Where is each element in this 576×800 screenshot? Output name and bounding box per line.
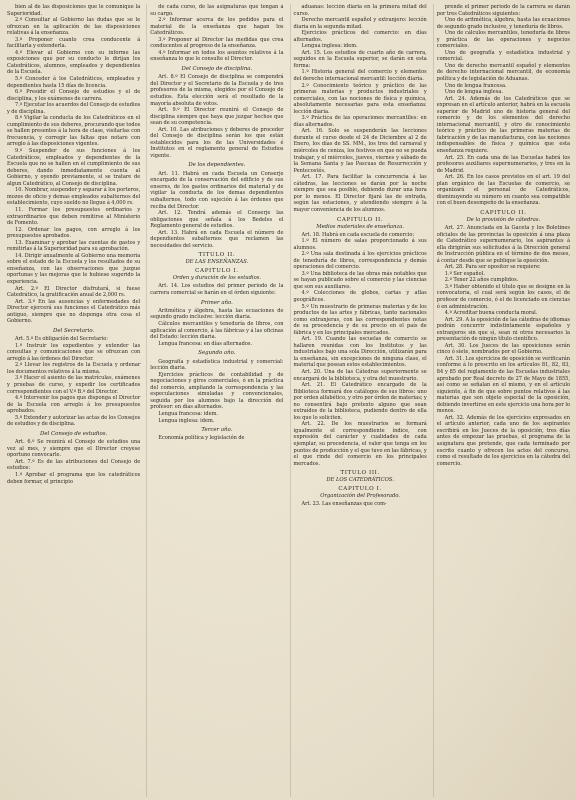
article-paragraph: Lengua inglesa: idem. bbox=[158, 417, 215, 424]
article-paragraph: 4.º Intervenir los pagos que disponga el Director de la Escuela con arreglo á los presupuestos aprobados. bbox=[7, 395, 141, 415]
article-paragraph: 4.º Informar en todos los asuntos relativos á la enseñanza lo que le consulte el Director. bbox=[150, 49, 284, 63]
article-paragraph: Art. 6.º Se reunirá el Consejo de estudios una vez al mes, y siempre que el Director creyese oportuno convocarle. bbox=[7, 439, 141, 459]
article-paragraph: 3.º Hacer el asiento de las matrículas, exámenes y pruebas de curso, y expedir los certificados correspondientes con el V.º B.º del Director. bbox=[7, 375, 141, 395]
article-paragraph: 8.º Vigilar la conducta de los Catedráticos en el cumplimiento de sus deberes, procurando que todos se hallen presentes á la hora de clase, visitarlas con frecuencia, y corregir las faltas que notare con arreglo á las disposiciones vigentes. bbox=[7, 115, 141, 148]
chapter-heading: CAPITULO I. bbox=[338, 486, 382, 493]
article-paragraph: Art. 27. Anunciada en la Gaceta y los Boletines oficiales de las provincias la oposición á una plaza de Catedrático supernumerario, los aspirantes á ella dirigirán sus solicitudes á la Dirección general de Instrucción pública en el término de dos meses, á contar desde que se publique la oposición. bbox=[436, 224, 570, 264]
article-paragraph: Art. 15. Los estudios de cuarto año de carrera, seguidos en la Escuela superior, se darán en esta forma: bbox=[293, 49, 427, 69]
article-paragraph: Art. 20. Una de las Cátedras superiormente se encargará de la biblioteca, y otra del muestrario. bbox=[293, 368, 427, 382]
text-column bbox=[433, 4, 572, 797]
article-paragraph: Art. 10. Las atribuciones y deberes de proceder del Consejo de disciplina serán los que están establecidos para los de las Universidades é Institutos en el reglamento general de Estudios vigente. bbox=[150, 126, 284, 159]
article-paragraph: Lengua francesa: en días alternados. bbox=[158, 340, 253, 347]
chapter-heading: CAPITULO II. bbox=[337, 216, 384, 223]
article-paragraph: Art. 19. Cuando las escuelas de comercio se hallaren reunidas con los Institutos y las industriales bajo una sola Dirección, utilizarán para la enseñanza, sin excepciones de ninguna clase, el material que posean estos establecimientos. bbox=[293, 336, 427, 369]
article-paragraph: Art. 28. Para ser opositor se requiere: bbox=[444, 264, 541, 271]
article-paragraph: Art. 3.º En las ausencias y enfermedades del Director ejercerá sus funciones el Catedrático más antiguo, siempre que no disponga otra cosa el Gobierno. bbox=[7, 298, 141, 325]
chapter-subtitle: DE LAS ENSEÑANZAS. bbox=[185, 259, 249, 266]
section-heading: De los dependientes. bbox=[188, 162, 246, 169]
chapter-heading: CAPITULO II. bbox=[480, 209, 527, 216]
article-paragraph: Art. 8.º El Consejo de disciplina se compondrá del Director y el Secretario de la Escuela y de tres profesores de la misma, elegidos por el Consejo de estudios. Esta elección será el resultado de la mayoría absoluta de votos. bbox=[150, 74, 284, 107]
article-paragraph: aduanas: lección diaria en la primera mitad del curso. bbox=[293, 4, 427, 17]
article-paragraph: Lengua inglesa: idem. bbox=[301, 43, 358, 50]
article-paragraph: Art. 5.º Es obligación del Secretario: bbox=[15, 336, 108, 343]
article-paragraph: 5.º Conceder á los Catedráticos, empleados y dependientes hasta 15 días de licencia. bbox=[7, 76, 141, 89]
article-paragraph: 3.º Proponer al Director las medidas que crea conducentes al progreso de la enseñanza. bbox=[150, 36, 284, 50]
article-paragraph: Art. 17. Para facilitar la concurrencia á las cátedras, las lecciones se darán por la noche siempre que sea posible, debiendo durar una hora por lo menos. El Director fijará las de entrada, según las estaciones, y atendiendo siempre á la mayor conveniencia de los alumnos. bbox=[293, 174, 427, 213]
article-paragraph: 9.º Suspender de sus funciones á los Catedráticos, empleados y dependientes de la Escuela que no se hallen en el cumplimiento de sus deberes, dando inmediatamente cuenta al Gobierno, y oyendo previamente, si se tratare de algun Catedrático, al Consejo de disciplina. bbox=[7, 148, 141, 187]
article-paragraph: 5.º Extender y autorizar las actas de los Consejos de estudios y de disciplina. bbox=[7, 414, 141, 428]
article-paragraph: 4.º Acreditar buena conducta moral. bbox=[444, 310, 538, 317]
article-paragraph: 14. Dirigir anualmente al Gobierno una memoria sobre el estado de la Escuela y los resultados de su enseñanza, con las observaciones que juzgue oportunas y las mejoras que le hubiese sugerido la experiencia. bbox=[7, 252, 141, 285]
text-column bbox=[290, 4, 429, 797]
chapter-heading: CAPITULO I. bbox=[195, 268, 239, 275]
article-paragraph: 11. Formar los presupuestos ordinarios y extraordinarios que deben remitirse al Ministerio de Fomento. bbox=[7, 206, 141, 227]
chapter-subtitle: Organización del Profesorado. bbox=[320, 493, 401, 500]
text-column bbox=[146, 4, 285, 797]
article-paragraph: 3.º Práctica de las operaciones mercantiles: en días alternados. bbox=[293, 115, 427, 128]
chapter-heading: TITULO II. bbox=[198, 252, 236, 259]
article-paragraph: 4.º Elevar al Gobierno con su informe las exposiciones que por su conducto le dirijan los Catedráticos, alumnos, empleados y dependientes de la Escuela. bbox=[7, 49, 141, 76]
article-paragraph: Uno de cálculos mercantiles, teneduría de libros y práctica de las operaciones y negocios comerciales. bbox=[436, 30, 570, 50]
article-paragraph: Art. 24. Además de los Catedráticos que se expresan en el artículo anterior, habrá en la escuela superior de Madrid uno de historia general del comercio y de los elementos del derecho internacional mercantil, y otro de conocimiento teórico y práctico de las primeras materias de fabricación y de las manufacturas, con las nociones indispensables de física y química que esta enseñanza requiere. bbox=[436, 95, 570, 155]
article-paragraph: Art. 13. Habrá en cada Escuela el número de dependientes subalternos que reclamen las necesidades del servicio. bbox=[150, 229, 284, 249]
article-paragraph: 4.º Colecciones de globos, cartas y atlas geográficos. bbox=[293, 290, 427, 303]
article-paragraph: Geografía y estadística industrial y comercial: lección diaria. bbox=[150, 358, 284, 372]
article-paragraph: Art. 18. Habrá en cada escuela de comercio: bbox=[301, 231, 415, 238]
article-paragraph: prende el primer periodo de la carrera se darán por tres Catedráticos siguientes: bbox=[436, 4, 570, 17]
article-paragraph: Art. 30. Los Jueces de las oposiciones serán cinco ó siete, nombrados por el Gobierno. bbox=[436, 342, 570, 356]
article-paragraph: 2.º Informar acerca de los pedidos para el material de la enseñanza que hagan los Catedráticos. bbox=[150, 17, 284, 37]
article-paragraph: Art. 31. Los ejercicios de oposición se verificarán conforme á lo prescrito en los artículos 81, 82, 83, 84 y 85 del reglamento de las Escuelas industriales aprobado por Real decreto de 27 de Mayo de 1855, así como se señalan en el mismo, y en el artículo siguiente, á fin de que sobre puntos relativos á las materias que son objeto especial de la oposición, debiendo invertirse en este ejercicio una hora por lo menos. bbox=[436, 355, 570, 415]
article-paragraph: 2.º Tener 22 años cumplidos. bbox=[444, 277, 519, 284]
article-paragraph: Art. 11. Habrá en cada Escuela un Conserje encargado de la conservación del edificio y de sus enseres, de los gastos ordinarios del material y de vigilar la conducta de los demas dependientes subalternos, todo con sujeción á las órdenes que reciba del Director. bbox=[150, 170, 284, 210]
article-paragraph: 3.º Haber obtenido el título que se designe en la convocatoria, el cual será según los casos, el de profesor de comercio, ó el de licenciado en ciencias ó en administración. bbox=[436, 283, 570, 310]
article-paragraph: Art. 23. Las enseñanzas que com- bbox=[301, 501, 387, 508]
article-paragraph: Ejercicios prácticos del comercio: en días alternados. bbox=[293, 30, 427, 43]
article-paragraph: Art. 14. Los estudios del primer periodo de la carrera comercial se harán en el órden siguiente: bbox=[150, 283, 284, 296]
article-paragraph: 13. Examinar y aprobar las cuentas de gastos y remitirlas á la Superioridad para su aprobación. bbox=[7, 239, 141, 253]
article-paragraph: Art. 2.º El Director disfrutará, si fuese Catedrático, la gratificación anual de 2,000 rs. bbox=[7, 285, 141, 299]
article-paragraph: Aritmética y álgebra, hasta las ecuaciones de segundo grado inclusive: lección diaria. bbox=[150, 307, 284, 321]
chapter-subtitle: Medios materiales de enseñanza. bbox=[316, 223, 404, 230]
article-paragraph: Lengua francesa: idem. bbox=[158, 410, 219, 417]
article-paragraph: bien al de las disposiciones que le comunique la Superioridad. bbox=[7, 4, 141, 17]
article-paragraph: 1.º Aprobar el programa que los catedráticos deben formar, el principio bbox=[7, 472, 141, 485]
article-paragraph: Art. 7.º Es de las atribuciones del Consejo de estudios: bbox=[7, 458, 141, 472]
article-paragraph: Art. 32. Además de los ejercicios expresados en el artículo anterior, cada uno de los aspirantes escribirá en los Jueces de la oposición, tres días antes de empezar las pruebas, el programa de la asignatura que pretende, que cada terminado por escrito cuanto y ofrecen los actos del concurso, como el resultado de los ejercicios en la cátedra del comercio. bbox=[436, 414, 570, 467]
article-paragraph: de cada curso, de las asignaturas que tengan á su cargo. bbox=[150, 4, 284, 17]
article-paragraph: Uno de derecho mercantil español y elementos de derecho internacional mercantil, de economía política y de legislación de Aduanas. bbox=[436, 62, 570, 83]
article-paragraph: Art. 21. El Catedrático encargado de la Biblioteca formará dos catálogos de sus libros: uno por orden alfabético, y otro por órden de materias; y no consentirá bajo pretexto alguno que sean extraídos de la biblioteca, pudiendo dentro de ella los que lo soliciten. bbox=[293, 382, 427, 421]
chapter-subtitle: De la provisión de cátedras. bbox=[466, 216, 541, 223]
article-paragraph: Art. 29. A la oposición de las cátedras de idiomas podrán concurrir indistintamente españoles y extranjeros sin que sí, sean ni otros necesarios la presentación de ningún título científico. bbox=[436, 316, 570, 343]
article-paragraph: Art. 16. Solo se suspenderán las lecciones durante el curso desde el 24 de Diciembre al 2 de Enero, los días de SS. MM., los tres del carnaval y miércoles de ceniza, los festivos en que no se pueda trabajar, y el miércoles, jueves, viernes y sábado de la Semana Santa y las Pascuas de Resurrección y Pentecostés. bbox=[293, 128, 427, 174]
section-heading: Del Secretario. bbox=[53, 327, 95, 334]
article-paragraph: 5.º Un muestrario de primeras materias y de los productos de las artes y fábricas, tanto nacionales como extranjeras, con las correspondientes notas de su procedencia y de su precio en el país de fábrica y en los principales mercados. bbox=[293, 303, 427, 336]
article-paragraph: Uno de lengua inglesa. bbox=[444, 89, 503, 96]
article-paragraph: Art. 22. De los muestrarios se formará igualmente el correspondiente índice, con expresión del carácter y cualidades de cada ejemplar, su procedencia, el valor que tenga en los puntos de producción y el que tuvo en las fábricas, y el que rinde del comercio en los principales mercados. bbox=[293, 421, 427, 467]
article-paragraph: 2.º Una sala destinada á los ejercicios prácticos de teneduría de libros, correspondencia y demás operaciones del comercio. bbox=[293, 251, 427, 271]
article-paragraph: Art. 26. En los casos previstos en el art. 19 del plan orgánico de las Escuelas de comercio, se organizará el personal de Catedráticos, disminuyendo su número en cuanto sea compatible con el buen desempeño de la enseñanza. bbox=[436, 174, 570, 207]
article-paragraph: Economía política y legislación de bbox=[158, 435, 245, 442]
chapter-heading: TITULO III. bbox=[340, 470, 380, 477]
article-paragraph: Derecho mercantil español y extranjero: lección diaria en la segunda mitad. bbox=[293, 17, 427, 30]
article-paragraph: 2.º Llevar los registros de la Escuela y ordenar los documentos relativos á la misma. bbox=[7, 362, 141, 375]
chapter-subtitle: DE LOS CATEDRÁTICOS. bbox=[326, 477, 394, 484]
article-paragraph: 1.º El número de salas proporcionado á sus alumnos. bbox=[293, 238, 427, 251]
article-paragraph: 12. Ordenar los pagos, con arreglo á los presupuestos aprobados. bbox=[7, 226, 141, 240]
article-paragraph: 6.º Presidir el Consejo de estudios y el de disciplina, y los exámenes de carrera. bbox=[7, 89, 141, 102]
article-paragraph: Uno de aritmética, álgebra, hasta las ecuaciones de segundo grado inclusive, y teneduría de libros. bbox=[436, 17, 570, 30]
section-heading: Del Consejo de disciplina. bbox=[181, 65, 253, 72]
article-paragraph: Art. 25. En cada una de las Escuelas habrá los profesores auxiliares supernumerarios, y tres en la de Madrid. bbox=[436, 154, 570, 174]
article-paragraph: 2.º Conocimiento teórico y práctico de las primeras materias y productos industriales y comerciales, con las nociones de física y química, absolutamente necesarias para esta enseñanza: lección diaria. bbox=[293, 82, 427, 115]
chapter-subtitle: Orden y duración de los estudios. bbox=[172, 275, 262, 282]
article-paragraph: Uno de geografía y estadística industrial y comercial. bbox=[436, 49, 570, 63]
section-heading: Primer año. bbox=[200, 299, 233, 306]
text-column bbox=[4, 4, 142, 797]
section-heading: Segundo año. bbox=[198, 350, 236, 357]
section-heading: Del Consejo de estudios. bbox=[40, 430, 108, 437]
article-paragraph: 7.º Ejecutar los acuerdos del Consejo de estudios y de disciplina. bbox=[7, 102, 141, 115]
article-paragraph: 1.º Historia general del comercio y elementos del derecho internacional mercantil: lección diaria. bbox=[293, 69, 427, 83]
article-paragraph: Art. 12. Tendrá además el Conserje las obligaciones que señala á los Bedeles el Reglamento general de estudios. bbox=[150, 210, 284, 230]
article-paragraph: Ejercicios prácticos de contabilidad y de negociaciones y giros comerciales, ó en la práctica del comercio, ampliando la correspondencia y las especulaciones simuladas y convencionales, seguida por los alumnos bajo la dirección del profesor: en días alternados. bbox=[150, 371, 284, 411]
article-paragraph: Cálculos mercantiles y teneduría de libros, con aplicación al comercio, á las fábricas y á las oficinas del Estado: lección diaria. bbox=[150, 321, 284, 341]
text-columns bbox=[4, 4, 572, 797]
article-paragraph: Uno de lengua francesa. bbox=[444, 82, 507, 89]
article-paragraph: 3.º Una biblioteca de las obras más notables que se hayan publicado sobre el comercio y las ciencias que son sus auxiliares. bbox=[293, 270, 427, 290]
article-paragraph: Art. 9.º El Director reunirá el Consejo de disciplina siempre que haya que juzgar hechos que sean de su competencia. bbox=[150, 107, 284, 127]
article-paragraph: 1.º Instruir los expedientes y extender las consultas y comunicaciones que se ofrezcan con arreglo á las órdenes del Director. bbox=[7, 342, 141, 362]
section-heading: Tercer año. bbox=[201, 427, 233, 434]
article-paragraph: 10. Nombrar, suspender y separar á los porteros, mozos de oficio y demas empleados subalternos del establecimiento, cuyo sueldo no llegue á 4,000 rs. bbox=[7, 187, 141, 207]
article-paragraph: 1.º Ser español. bbox=[444, 270, 485, 277]
article-paragraph: 3.º Proponer cuanto crea conducente á facilitarla y extenderla. bbox=[7, 36, 141, 50]
article-paragraph: 2.º Consultar al Gobierno las dudas que se le ofrezcan en la aplicación de las disposiciones relativas á la enseñanza. bbox=[7, 17, 141, 37]
